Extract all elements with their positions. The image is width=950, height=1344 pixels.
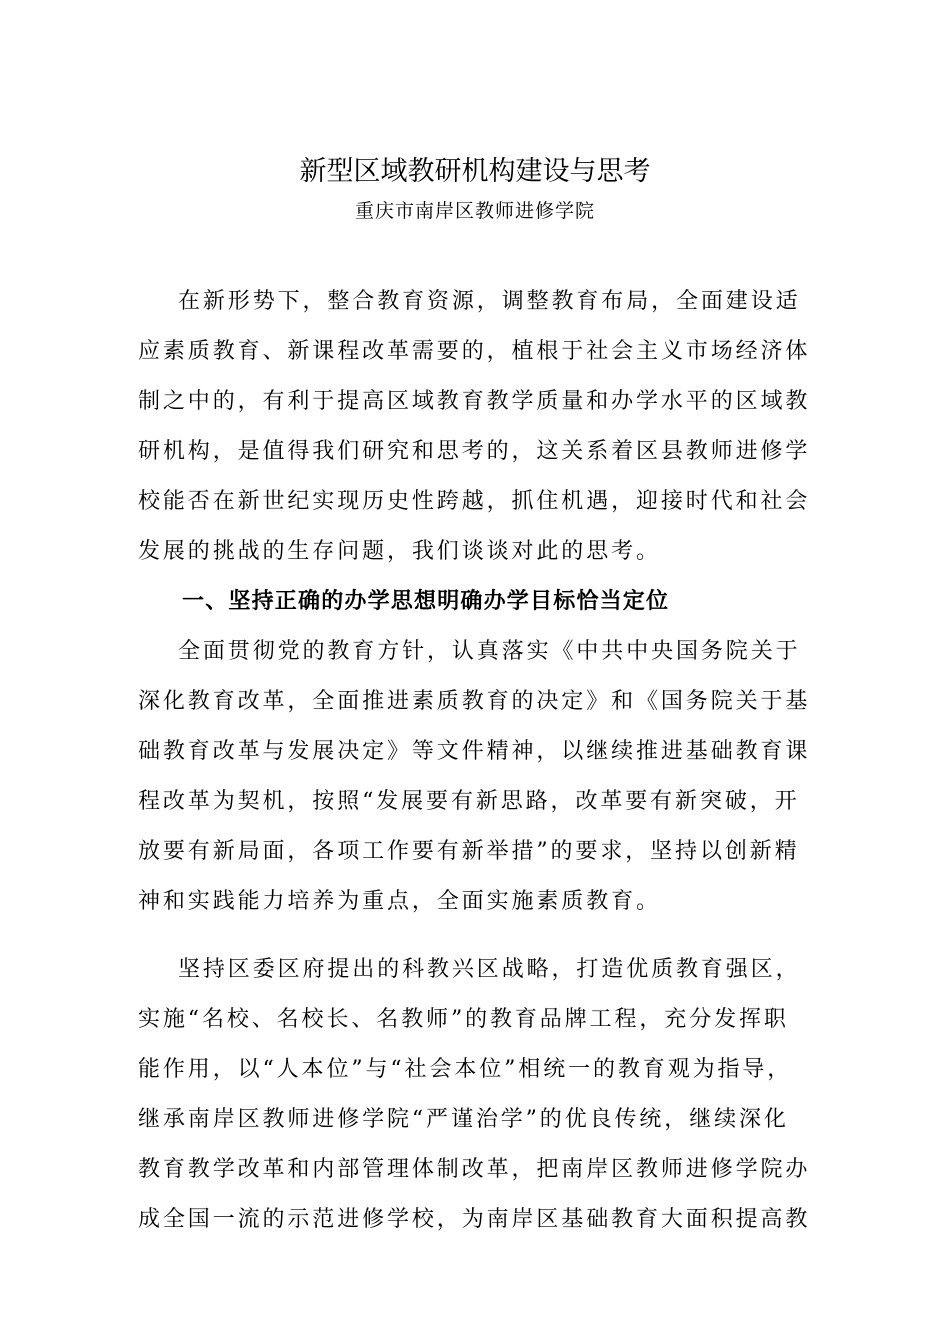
paragraph-line: 应素质教育、新课程改革需要的，植根于社会主义市场经济体 <box>138 339 811 364</box>
paragraph-line: 制之中的，有利于提高区域教育教学质量和办学水平的区域教 <box>138 389 811 414</box>
paragraph-line: 实施“名校、名校长、名教师”的教育品牌工程，充分发挥职 <box>138 1007 789 1032</box>
paragraph-line: 继承南岸区教师进修学院“严谨治学”的优良传统，继续深化 <box>138 1107 789 1132</box>
paragraph-line: 放要有新局面，各项工作要有新举措”的要求，坚持以创新精 <box>138 839 800 864</box>
paragraph-line: 成全国一流的示范进修学校，为南岸区基础教育大面积提高教 <box>138 1207 811 1232</box>
paragraph-line: 全面贯彻党的教育方针，认真落实《中共中央国务院关于 <box>178 639 801 664</box>
paragraph-line: 发展的挑战的生存问题，我们谈谈对此的思考。 <box>138 539 661 564</box>
paragraph-line: 校能否在新世纪实现历史性跨越，抓住机遇，迎接时代和社会 <box>138 489 811 514</box>
document-subtitle: 重庆市南岸区教师进修学院 <box>354 200 595 222</box>
paragraph-line: 研机构，是值得我们研究和思考的，这关系着区县教师进修学 <box>138 439 811 464</box>
document-body <box>138 277 838 1245</box>
document-title: 新型区域教研机构建设与思考 <box>299 156 651 187</box>
paragraph-line: 在新形势下，整合教育资源，调整教育布局，全面建设适 <box>178 289 801 314</box>
section-heading: 一、坚持正确的办学思想明确办学目标恰当定位 <box>182 589 670 614</box>
paragraph-line: 教育教学改革和内部管理体制改革，把南岸区教师进修学院办 <box>138 1157 811 1182</box>
paragraph-line: 深化教育改革，全面推进素质教育的决定》和《国务院关于基 <box>138 689 811 714</box>
paragraph-line: 能作用，以“人本位”与“社会本位”相统一的教育观为指导， <box>138 1057 793 1082</box>
paragraph-line: 坚持区委区府提出的科教兴区战略，打造优质教育强区， <box>178 957 801 982</box>
paragraph-line: 神和实践能力培养为重点，全面实施素质教育。 <box>138 889 661 914</box>
paragraph-line: 础教育改革与发展决定》等文件精神，以继续推进基础教育课 <box>138 739 811 764</box>
paragraph-line: 程改革为契机，按照“发展要有新思路，改革要有新突破，开 <box>138 789 800 814</box>
paragraph-gap <box>138 927 838 945</box>
